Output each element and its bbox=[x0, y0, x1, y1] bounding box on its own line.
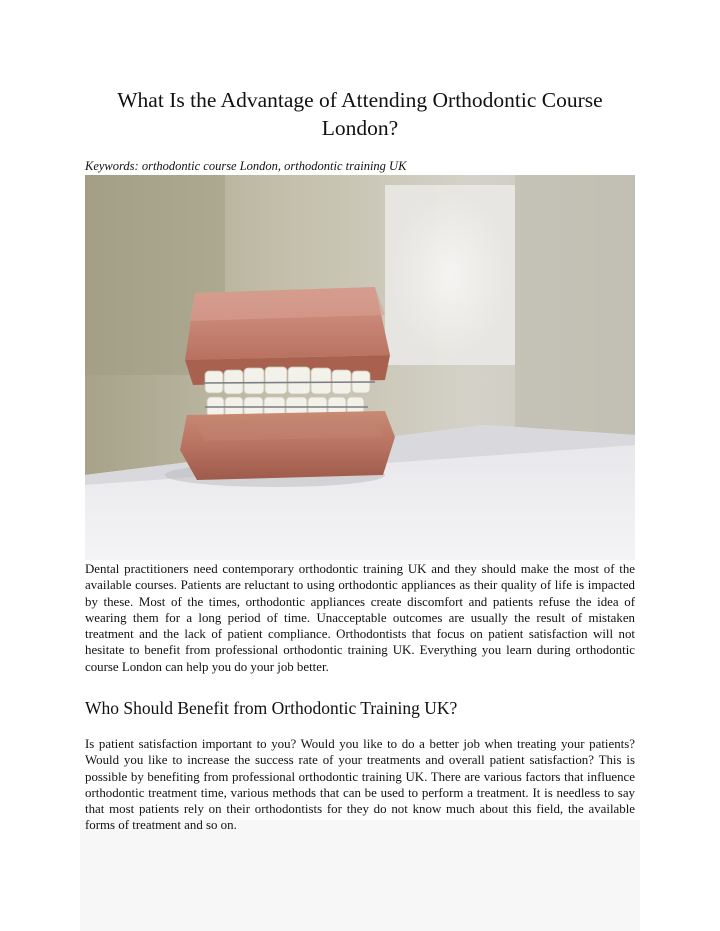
paragraph-intro: Dental practitioners need contemporary orthodontic training UK and they should make the most of the available courses. Patients are reluctant to using orthodontic appliances as their quality of life is impacted by these. Most of the times, orthodontic appliances create discomfort and patients refuse the idea of wearing them for a long period of time. Unacceptable outcomes are usually the result of mistaken treatment and the lack of patient compliance. Orthodontists that focus on patient satisfaction will not hesitate to benefit from professional orthodontic training UK. Everything you learn during orthodontic course London can help you do your job better. bbox=[85, 562, 635, 674]
dental-model-photo bbox=[85, 175, 635, 560]
document-title: What Is the Advantage of Attending Orthodontic Course London? bbox=[117, 88, 603, 140]
paragraph-section: Is patient satisfaction important to you? Would you like to do a better job when treating your patients? Would you like to increase the success rate of your treatments and overall patient satisfaction? This is possible by benefiting from professional orthodontic training UK. There are various factors that influence orthodontic treatment time, various methods that can be used to perform a treatment. It is needless to say that most patients rely on their orthodontists for they do not know much about this field, the available forms of treatment and so on. bbox=[85, 737, 635, 833]
section-heading: Who Should Benefit from Orthodontic Training UK? bbox=[85, 698, 458, 718]
keywords-line: Keywords: orthodontic course London, orthodontic training UK bbox=[85, 159, 407, 173]
page-footer-shade bbox=[80, 820, 640, 931]
